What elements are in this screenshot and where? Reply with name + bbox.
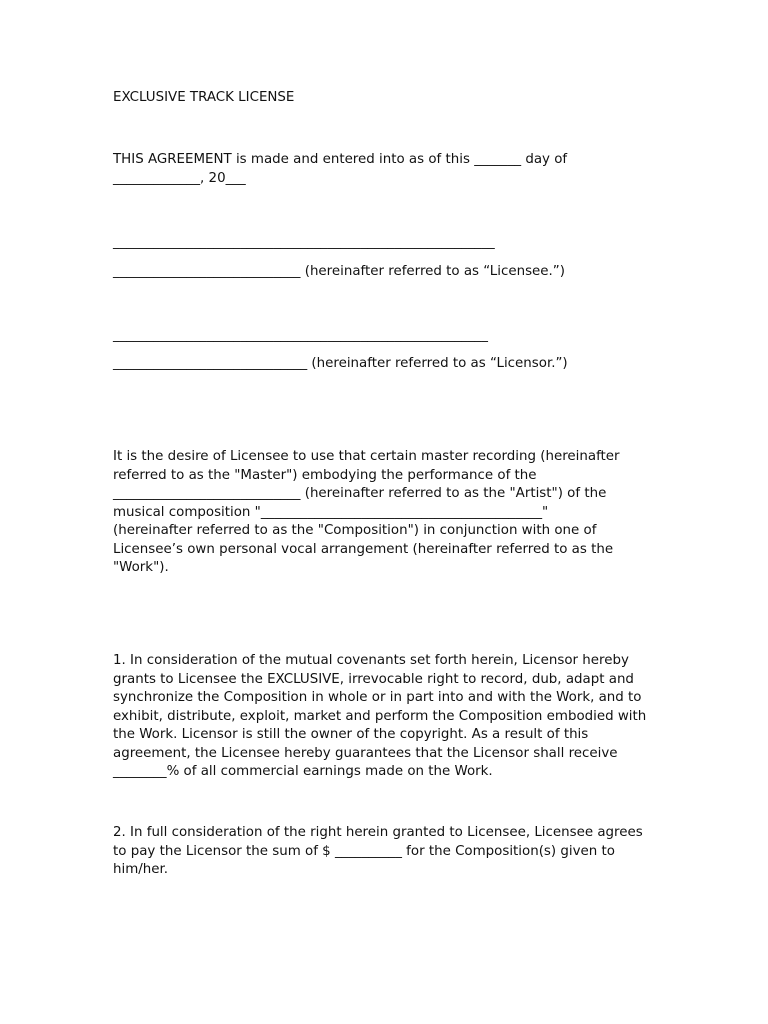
recital-paragraph: It is the desire of Licensee to use that certain master recording (hereinafter referred to as the "Master") embodying the performance of the ____________________________ (hereinafter referred to as the "Artist") of the musical composition "__________________________________________" (hereinafter referred to as the "Composition") in conjunction with one of Licensee’s own personal vocal arrangement (hereinafter referred to as the "Work"). bbox=[113, 449, 620, 575]
agreement-intro-line-1: THIS AGREEMENT is made and entered into as of this _______ day of bbox=[113, 152, 568, 167]
licensee-name-blank: _________________________________________________________ bbox=[113, 235, 495, 250]
clause-1-paragraph: 1. In consideration of the mutual covenants set forth herein, Licensor hereby grants to Licensee the EXCLUSIVE, irrevocable right to record, dub, adapt and synchronize the Composition in whole or in part into and with the Work, and to exhibit, distribute, exploit, market and perform the Composition embodied with the Work. Licensor is still the owner of the copyright. As a result of this agreement, the Licensee hereby guarantees that the Licensor shall receive ________% of all commercial earnings made on the Work. bbox=[113, 653, 647, 779]
licensee-definition: ____________________________ (hereinafter referred to as “Licensee.”) bbox=[113, 264, 565, 279]
licensor-definition: _____________________________ (hereinafter referred to as “Licensor.”) bbox=[113, 356, 568, 371]
agreement-intro-line-2: _____________, 20___ bbox=[113, 171, 246, 186]
licensor-name-blank: ________________________________________________________ bbox=[113, 328, 488, 343]
clause-2-paragraph: 2. In full consideration of the right herein granted to Licensee, Licensee agrees to pay the Licensor the sum of $ __________ for the Composition(s) given to him/her. bbox=[113, 825, 643, 877]
document-title: EXCLUSIVE TRACK LICENSE bbox=[113, 90, 295, 105]
